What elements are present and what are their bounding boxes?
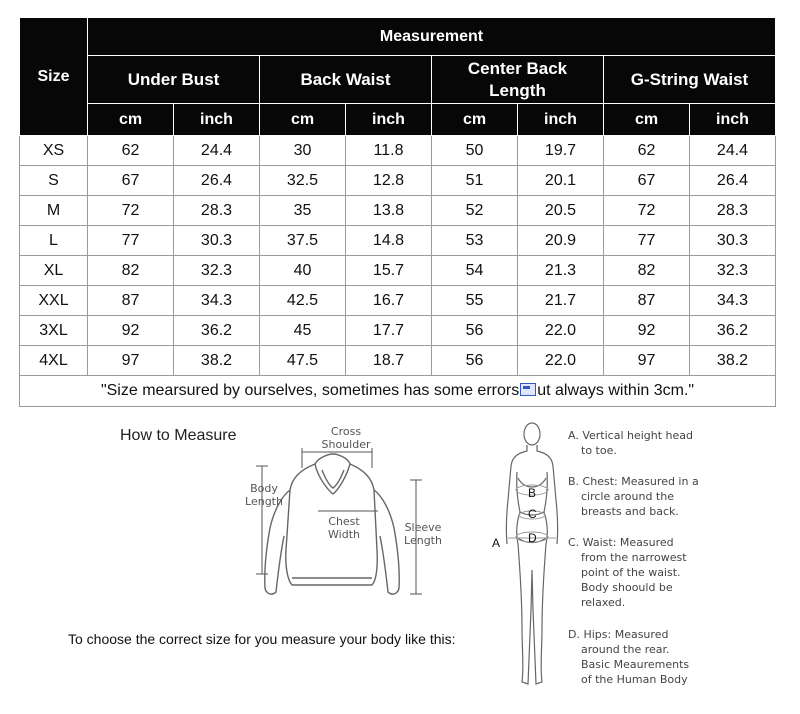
value-cell: 26.4 — [174, 166, 260, 196]
value-cell: 15.7 — [346, 256, 432, 286]
body-length-label: Body Length — [245, 482, 283, 508]
cross-shoulder-label: Cross Shoulder — [321, 425, 371, 451]
value-cell: 36.2 — [174, 316, 260, 346]
value-cell: 52 — [432, 196, 518, 226]
unit-cm-header: cm — [432, 104, 518, 136]
value-cell: 26.4 — [690, 166, 776, 196]
value-cell: 16.7 — [346, 286, 432, 316]
value-cell: 72 — [604, 196, 690, 226]
translate-widget-icon — [520, 383, 536, 396]
value-cell: 38.2 — [690, 346, 776, 376]
value-cell: 56 — [432, 316, 518, 346]
note-line: breasts and back. — [581, 505, 679, 518]
note-b — [568, 474, 699, 519]
value-cell: 45 — [260, 316, 346, 346]
value-cell: 24.4 — [690, 136, 776, 166]
instruction-text: To choose the correct size for you measure your body like this: — [68, 631, 456, 647]
value-cell: 30 — [260, 136, 346, 166]
value-cell: 36.2 — [690, 316, 776, 346]
value-cell: 30.3 — [174, 226, 260, 256]
note-line: Body shoould be — [581, 581, 673, 594]
size-cell: XL — [20, 256, 88, 286]
value-cell: 50 — [432, 136, 518, 166]
sleeve-length-label: Sleeve Length — [404, 521, 442, 547]
value-cell: 51 — [432, 166, 518, 196]
value-cell: 19.7 — [518, 136, 604, 166]
unit-cm-header: cm — [260, 104, 346, 136]
group-header: Back Waist — [260, 56, 432, 104]
value-cell: 34.3 — [174, 286, 260, 316]
value-cell: 82 — [604, 256, 690, 286]
value-cell: 77 — [604, 226, 690, 256]
value-cell: 14.8 — [346, 226, 432, 256]
size-cell: 3XL — [20, 316, 88, 346]
value-cell: 97 — [604, 346, 690, 376]
size-cell: XXL — [20, 286, 88, 316]
value-cell: 22.0 — [518, 346, 604, 376]
table-row — [20, 196, 776, 226]
value-cell: 18.7 — [346, 346, 432, 376]
value-cell: 32.5 — [260, 166, 346, 196]
value-cell: 38.2 — [174, 346, 260, 376]
value-cell: 20.9 — [518, 226, 604, 256]
value-cell: 82 — [88, 256, 174, 286]
value-cell: 32.3 — [690, 256, 776, 286]
note-line: of the Human Body — [581, 673, 688, 686]
table-row — [20, 226, 776, 256]
size-cell: L — [20, 226, 88, 256]
value-cell: 22.0 — [518, 316, 604, 346]
value-cell: 92 — [88, 316, 174, 346]
value-cell: 55 — [432, 286, 518, 316]
note-line: point of the waist. — [581, 566, 681, 579]
value-cell: 35 — [260, 196, 346, 226]
value-cell: 67 — [604, 166, 690, 196]
unit-inch-header: inch — [174, 104, 260, 136]
size-cell: 4XL — [20, 346, 88, 376]
marker-d: D — [528, 531, 537, 545]
note-line: B. Chest: Measured in a — [568, 475, 699, 488]
unit-inch-header: inch — [690, 104, 776, 136]
value-cell: 62 — [604, 136, 690, 166]
unit-cm-header: cm — [88, 104, 174, 136]
note-c — [568, 535, 687, 610]
unit-inch-header: inch — [346, 104, 432, 136]
value-cell: 53 — [432, 226, 518, 256]
value-cell: 28.3 — [690, 196, 776, 226]
value-cell: 92 — [604, 316, 690, 346]
size-chart-table — [19, 17, 776, 407]
value-cell: 11.8 — [346, 136, 432, 166]
note-a — [568, 428, 693, 458]
value-cell: 28.3 — [174, 196, 260, 226]
unit-inch-header: inch — [518, 104, 604, 136]
note-line: relaxed. — [581, 596, 626, 609]
value-cell: 87 — [88, 286, 174, 316]
value-cell: 72 — [88, 196, 174, 226]
value-cell: 47.5 — [260, 346, 346, 376]
note-line: A. Vertical height head — [568, 429, 694, 442]
body-figure — [498, 420, 566, 696]
measurement-header: Measurement — [88, 18, 776, 56]
unit-cm-header: cm — [604, 104, 690, 136]
note-line: around the rear. — [581, 643, 670, 656]
table-row — [20, 166, 776, 196]
marker-c: C — [528, 507, 537, 521]
marker-b: B — [528, 486, 537, 500]
value-cell: 54 — [432, 256, 518, 286]
value-cell: 97 — [88, 346, 174, 376]
value-cell: 24.4 — [174, 136, 260, 166]
value-cell: 17.7 — [346, 316, 432, 346]
table-row — [20, 346, 776, 376]
size-header: Size — [20, 18, 88, 136]
how-to-measure-title: How to Measure — [120, 427, 237, 444]
value-cell: 67 — [88, 166, 174, 196]
note-line: C. Waist: Measured — [568, 536, 674, 549]
value-cell: 21.7 — [518, 286, 604, 316]
measurement-note — [20, 376, 776, 407]
value-cell: 30.3 — [690, 226, 776, 256]
size-cell: S — [20, 166, 88, 196]
value-cell: 87 — [604, 286, 690, 316]
value-cell: 12.8 — [346, 166, 432, 196]
value-cell: 20.5 — [518, 196, 604, 226]
size-cell: XS — [20, 136, 88, 166]
note-line: circle around the — [581, 490, 674, 503]
group-header: Center Back Length — [432, 56, 604, 104]
note-line: from the narrowest — [581, 551, 687, 564]
note-d — [568, 627, 689, 687]
value-cell: 34.3 — [690, 286, 776, 316]
value-cell: 20.1 — [518, 166, 604, 196]
note-line: Basic Meaurements — [581, 658, 690, 671]
marker-a: A — [492, 536, 501, 550]
value-cell: 21.3 — [518, 256, 604, 286]
group-header: Under Bust — [88, 56, 260, 104]
value-cell: 62 — [88, 136, 174, 166]
chest-width-label: Chest Width — [328, 515, 360, 541]
note-line: D. Hips: Measured — [568, 628, 669, 641]
value-cell: 40 — [260, 256, 346, 286]
value-cell: 32.3 — [174, 256, 260, 286]
note-text-end: ut always within 3cm." — [537, 382, 695, 399]
value-cell: 13.8 — [346, 196, 432, 226]
table-row — [20, 136, 776, 166]
value-cell: 42.5 — [260, 286, 346, 316]
value-cell: 37.5 — [260, 226, 346, 256]
group-header: G-String Waist — [604, 56, 776, 104]
value-cell: 56 — [432, 346, 518, 376]
note-text-start: "Size mearsured by ourselves, sometimes has some errors — [100, 382, 520, 399]
note-line: to toe. — [581, 444, 617, 457]
table-row — [20, 286, 776, 316]
table-row — [20, 256, 776, 286]
size-cell: M — [20, 196, 88, 226]
table-row — [20, 316, 776, 346]
value-cell: 77 — [88, 226, 174, 256]
